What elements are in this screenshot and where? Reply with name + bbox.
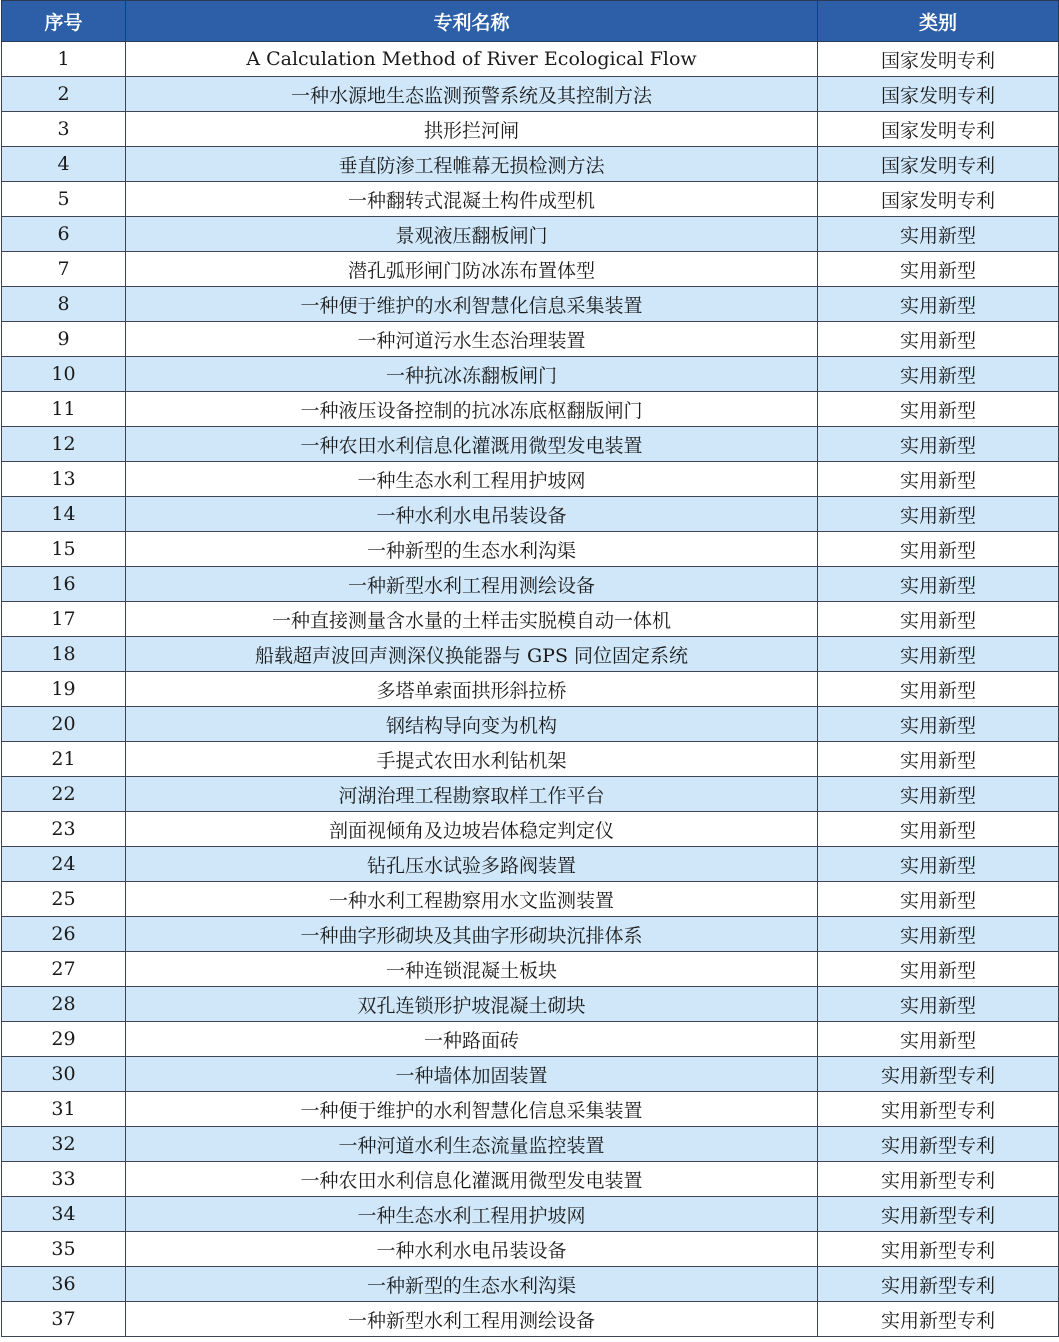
cell-patent-name: 拱形拦河闸: [126, 112, 818, 147]
cell-category: 实用新型: [818, 217, 1059, 252]
cell-patent-name: 一种翻转式混凝土构件成型机: [126, 182, 818, 217]
table-row: [2, 1092, 1059, 1127]
cell-index: 8: [2, 287, 126, 322]
cell-index: 35: [2, 1232, 126, 1267]
cell-category: 实用新型: [818, 707, 1059, 742]
cell-index: 21: [2, 742, 126, 777]
table-row: [2, 322, 1059, 357]
cell-index: 20: [2, 707, 126, 742]
table-row: [2, 707, 1059, 742]
cell-patent-name: 潜孔弧形闸门防冰冻布置体型: [126, 252, 818, 287]
cell-index: 13: [2, 462, 126, 497]
cell-patent-name: 垂直防渗工程帷幕无损检测方法: [126, 147, 818, 182]
table-row: [2, 742, 1059, 777]
cell-patent-name: 多塔单索面拱形斜拉桥: [126, 672, 818, 707]
cell-category: 国家发明专利: [818, 147, 1059, 182]
table-row: [2, 182, 1059, 217]
table-row: [2, 532, 1059, 567]
cell-category: 实用新型: [818, 322, 1059, 357]
cell-index: 15: [2, 532, 126, 567]
cell-category: 实用新型专利: [818, 1127, 1059, 1162]
cell-category: 实用新型: [818, 1022, 1059, 1057]
cell-category: 国家发明专利: [818, 77, 1059, 112]
table-row: [2, 952, 1059, 987]
table-row: [2, 287, 1059, 322]
cell-index: 7: [2, 252, 126, 287]
cell-patent-name: 剖面视倾角及边坡岩体稳定判定仪: [126, 812, 818, 847]
cell-index: 1: [2, 42, 126, 77]
cell-category: 实用新型专利: [818, 1302, 1059, 1337]
cell-category: 实用新型: [818, 777, 1059, 812]
cell-patent-name: 一种水利水电吊装设备: [126, 1232, 818, 1267]
cell-index: 25: [2, 882, 126, 917]
cell-patent-name: 一种便于维护的水利智慧化信息采集装置: [126, 287, 818, 322]
table-row: [2, 812, 1059, 847]
cell-category: 国家发明专利: [818, 42, 1059, 77]
header-index: 序号: [2, 1, 126, 42]
table-row: [2, 112, 1059, 147]
cell-patent-name: 手提式农田水利钻机架: [126, 742, 818, 777]
table-row: [2, 392, 1059, 427]
cell-category: 实用新型专利: [818, 1162, 1059, 1197]
table-row: [2, 987, 1059, 1022]
cell-index: 19: [2, 672, 126, 707]
table-row: [2, 1162, 1059, 1197]
cell-category: 实用新型: [818, 427, 1059, 462]
table-row: [2, 847, 1059, 882]
cell-index: 14: [2, 497, 126, 532]
cell-category: 实用新型: [818, 357, 1059, 392]
table-row: [2, 462, 1059, 497]
cell-patent-name: 一种水利工程勘察用水文监测装置: [126, 882, 818, 917]
cell-patent-name: 钢结构导向变为机构: [126, 707, 818, 742]
cell-category: 实用新型专利: [818, 1232, 1059, 1267]
cell-index: 12: [2, 427, 126, 462]
cell-patent-name: 一种新型水利工程用测绘设备: [126, 567, 818, 602]
cell-index: 31: [2, 1092, 126, 1127]
table-row: [2, 77, 1059, 112]
cell-index: 27: [2, 952, 126, 987]
cell-category: 实用新型: [818, 532, 1059, 567]
header-patent-name: 专利名称: [126, 1, 818, 42]
cell-patent-name: 景观液压翻板闸门: [126, 217, 818, 252]
table-header: [2, 1, 1059, 42]
cell-category: 实用新型: [818, 637, 1059, 672]
table-row: [2, 602, 1059, 637]
patent-table: [1, 0, 1059, 1337]
cell-index: 36: [2, 1267, 126, 1302]
cell-category: 实用新型专利: [818, 1197, 1059, 1232]
cell-patent-name: 一种河道水利生态流量监控装置: [126, 1127, 818, 1162]
cell-category: 实用新型: [818, 567, 1059, 602]
cell-patent-name: A Calculation Method of River Ecological Flow: [126, 42, 818, 77]
cell-index: 17: [2, 602, 126, 637]
table-row: [2, 1022, 1059, 1057]
header-row: [2, 1, 1059, 42]
cell-index: 23: [2, 812, 126, 847]
cell-patent-name: 一种生态水利工程用护坡网: [126, 462, 818, 497]
cell-category: 实用新型: [818, 497, 1059, 532]
table-row: [2, 42, 1059, 77]
cell-category: 实用新型专利: [818, 1267, 1059, 1302]
table-row: [2, 252, 1059, 287]
cell-patent-name: 一种生态水利工程用护坡网: [126, 1197, 818, 1232]
cell-patent-name: 一种河道污水生态治理装置: [126, 322, 818, 357]
cell-index: 32: [2, 1127, 126, 1162]
cell-category: 实用新型: [818, 917, 1059, 952]
cell-patent-name: 河湖治理工程勘察取样工作平台: [126, 777, 818, 812]
cell-category: 实用新型专利: [818, 1057, 1059, 1092]
cell-patent-name: 一种新型的生态水利沟渠: [126, 532, 818, 567]
cell-category: 实用新型: [818, 672, 1059, 707]
cell-category: 实用新型: [818, 602, 1059, 637]
cell-patent-name: 一种直接测量含水量的土样击实脱模自动一体机: [126, 602, 818, 637]
cell-patent-name: 一种曲字形砌块及其曲字形砌块沉排体系: [126, 917, 818, 952]
table-row: [2, 1232, 1059, 1267]
cell-patent-name: 一种便于维护的水利智慧化信息采集装置: [126, 1092, 818, 1127]
table-row: [2, 147, 1059, 182]
cell-category: 实用新型: [818, 252, 1059, 287]
cell-category: 实用新型: [818, 952, 1059, 987]
cell-index: 5: [2, 182, 126, 217]
cell-category: 国家发明专利: [818, 182, 1059, 217]
cell-category: 实用新型: [818, 812, 1059, 847]
cell-index: 3: [2, 112, 126, 147]
cell-index: 9: [2, 322, 126, 357]
table-row: [2, 1057, 1059, 1092]
table-row: [2, 1267, 1059, 1302]
cell-category: 实用新型: [818, 462, 1059, 497]
table-row: [2, 1302, 1059, 1337]
table-row: [2, 217, 1059, 252]
cell-patent-name: 一种墙体加固装置: [126, 1057, 818, 1092]
cell-category: 实用新型: [818, 882, 1059, 917]
cell-index: 22: [2, 777, 126, 812]
cell-patent-name: 一种液压设备控制的抗冰冻底枢翻版闸门: [126, 392, 818, 427]
cell-patent-name: 一种路面砖: [126, 1022, 818, 1057]
table-row: [2, 882, 1059, 917]
cell-patent-name: 一种连锁混凝土板块: [126, 952, 818, 987]
table-row: [2, 1197, 1059, 1232]
cell-index: 6: [2, 217, 126, 252]
cell-patent-name: 一种农田水利信息化灌溉用微型发电装置: [126, 427, 818, 462]
cell-index: 10: [2, 357, 126, 392]
cell-index: 24: [2, 847, 126, 882]
cell-index: 11: [2, 392, 126, 427]
cell-index: 26: [2, 917, 126, 952]
cell-category: 实用新型: [818, 742, 1059, 777]
cell-patent-name: 一种水源地生态监测预警系统及其控制方法: [126, 77, 818, 112]
table-row: [2, 777, 1059, 812]
cell-index: 30: [2, 1057, 126, 1092]
cell-category: 实用新型: [818, 987, 1059, 1022]
table-row: [2, 917, 1059, 952]
table-body: [2, 42, 1059, 1337]
cell-index: 34: [2, 1197, 126, 1232]
table-row: [2, 1127, 1059, 1162]
cell-patent-name: 一种新型的生态水利沟渠: [126, 1267, 818, 1302]
table-row: [2, 497, 1059, 532]
table-row: [2, 567, 1059, 602]
cell-patent-name: 一种抗冰冻翻板闸门: [126, 357, 818, 392]
cell-index: 18: [2, 637, 126, 672]
header-category: 类别: [818, 1, 1059, 42]
cell-index: 28: [2, 987, 126, 1022]
cell-patent-name: 钻孔压水试验多路阀装置: [126, 847, 818, 882]
table-row: [2, 427, 1059, 462]
cell-category: 国家发明专利: [818, 112, 1059, 147]
cell-patent-name: 双孔连锁形护坡混凝土砌块: [126, 987, 818, 1022]
table-row: [2, 637, 1059, 672]
cell-patent-name: 一种新型水利工程用测绘设备: [126, 1302, 818, 1337]
cell-patent-name: 一种水利水电吊装设备: [126, 497, 818, 532]
cell-category: 实用新型: [818, 392, 1059, 427]
cell-patent-name: 船载超声波回声测深仪换能器与 GPS 同位固定系统: [126, 637, 818, 672]
cell-index: 33: [2, 1162, 126, 1197]
table-row: [2, 672, 1059, 707]
cell-patent-name: 一种农田水利信息化灌溉用微型发电装置: [126, 1162, 818, 1197]
cell-category: 实用新型: [818, 287, 1059, 322]
cell-index: 29: [2, 1022, 126, 1057]
table-row: [2, 357, 1059, 392]
cell-index: 16: [2, 567, 126, 602]
cell-index: 2: [2, 77, 126, 112]
cell-category: 实用新型专利: [818, 1092, 1059, 1127]
cell-category: 实用新型: [818, 847, 1059, 882]
cell-index: 37: [2, 1302, 126, 1337]
cell-index: 4: [2, 147, 126, 182]
